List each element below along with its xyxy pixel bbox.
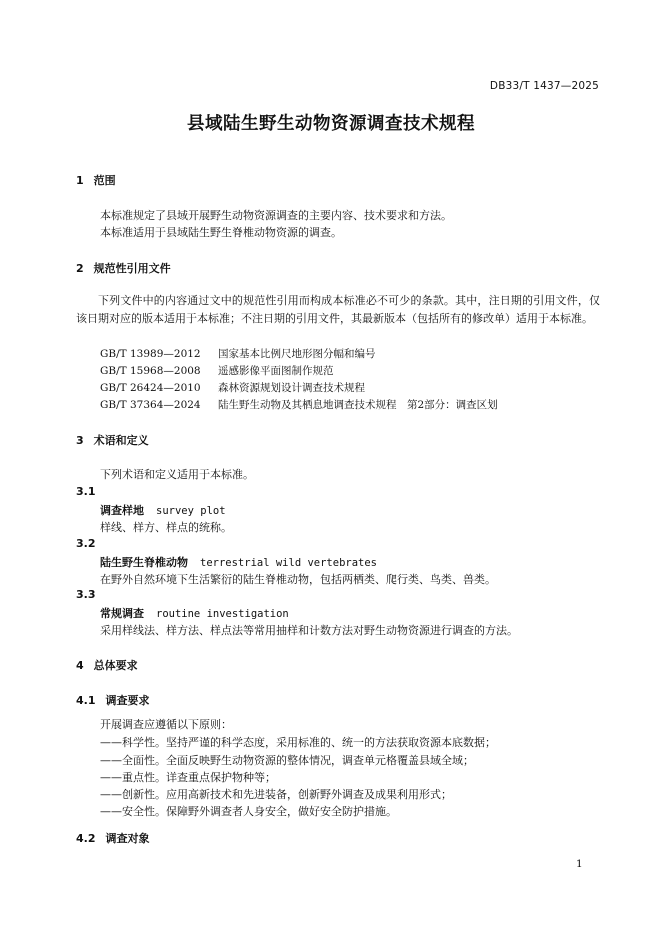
reference-title: 陆生野生动物及其栖息地调查技术规程 第2部分：调查区划: [218, 399, 498, 411]
term-heading: [100, 605, 289, 621]
subsection-4-2-heading: [76, 830, 150, 846]
paragraph: 开展调查应遵循以下原则：: [100, 718, 232, 731]
subsection-number: 4.2: [76, 832, 96, 845]
term-number: 3.2: [76, 537, 96, 550]
section-2-heading: [76, 260, 171, 276]
term-english: survey plot: [156, 505, 226, 517]
paragraph: 下列文件中的内容通过文中的规范性引用而构成本标准必不可少的条款。其中，注日期的引用文件，仅该日期对应的版本适用于本标准；不注日期的引用文件，其最新版本（包括所有的修改单）适用于本标准。: [76, 294, 600, 325]
reference-title: 遥感影像平面图制作规范: [218, 365, 334, 377]
term-definition: 样线、样方、样点的统称。: [100, 521, 232, 534]
section-title: 总体要求: [93, 659, 138, 672]
subsection-number: 4.1: [76, 694, 96, 707]
subsection-title: 调查要求: [105, 694, 150, 707]
term-chinese: 陆生野生脊椎动物: [100, 556, 188, 569]
reference-item: [100, 363, 334, 378]
term-english: terrestrial wild vertebrates: [200, 557, 378, 569]
document-code: DB33/T 1437—2025: [489, 80, 599, 92]
section-number: 2: [76, 262, 84, 275]
term-number: 3.3: [76, 588, 96, 601]
term-heading: [100, 502, 226, 518]
list-item: ——安全性。保障野外调查者人身安全，做好安全防护措施。: [100, 805, 397, 818]
section-title: 范围: [93, 174, 116, 187]
document-title: 县域陆生野生动物资源调查技术规程: [187, 114, 475, 134]
reference-item: [100, 380, 365, 395]
reference-item: [100, 346, 376, 361]
list-item: ——创新性。应用高新技术和先进装备，创新野外调查及成果利用形式；: [100, 788, 452, 801]
term-chinese: 调查样地: [100, 504, 144, 517]
term-number: 3.1: [76, 485, 96, 498]
page-number: 1: [576, 858, 583, 870]
reference-code: GB/T 37364—2024: [100, 399, 201, 411]
section-number: 1: [76, 174, 84, 187]
subsection-4-1-heading: [76, 692, 150, 708]
term-english: routine investigation: [156, 608, 289, 620]
term-definition: 在野外自然环境下生活繁衍的陆生脊椎动物，包括两栖类、爬行类、鸟类、兽类。: [100, 573, 496, 586]
section-1-heading: [76, 172, 116, 188]
paragraph: 下列术语和定义适用于本标准。: [100, 468, 254, 481]
reference-code: GB/T 13989—2012: [100, 348, 201, 360]
reference-code: GB/T 15968—2008: [100, 365, 201, 377]
paragraph: 本标准适用于县域陆生野生脊椎动物资源的调查。: [100, 226, 342, 239]
paragraph: 本标准规定了县域开展野生动物资源调查的主要内容、技术要求和方法。: [100, 209, 452, 222]
list-item: ——全面性。全面反映野生动物资源的整体情况，调查单元格覆盖县域全域；: [100, 754, 474, 767]
section-4-heading: [76, 657, 138, 673]
section-number: 4: [76, 659, 84, 672]
section-title: 规范性引用文件: [93, 262, 171, 275]
reference-title: 森林资源规划设计调查技术规程: [218, 382, 365, 394]
section-3-heading: [76, 432, 149, 448]
term-heading: [100, 554, 377, 570]
reference-item: [100, 397, 498, 412]
reference-title: 国家基本比例尺地形图分幅和编号: [218, 348, 376, 360]
reference-code: GB/T 26424—2010: [100, 382, 201, 394]
section-number: 3: [76, 434, 84, 447]
list-item: ——科学性。坚持严谨的科学态度，采用标准的、统一的方法获取资源本底数据；: [100, 736, 496, 749]
term-chinese: 常规调查: [100, 607, 144, 620]
list-item: ——重点性。详查重点保护物种等；: [100, 771, 276, 784]
term-definition: 采用样线法、样方法、样点法等常用抽样和计数方法对野生动物资源进行调查的方法。: [100, 624, 518, 637]
subsection-title: 调查对象: [105, 832, 150, 845]
section-title: 术语和定义: [93, 434, 149, 447]
